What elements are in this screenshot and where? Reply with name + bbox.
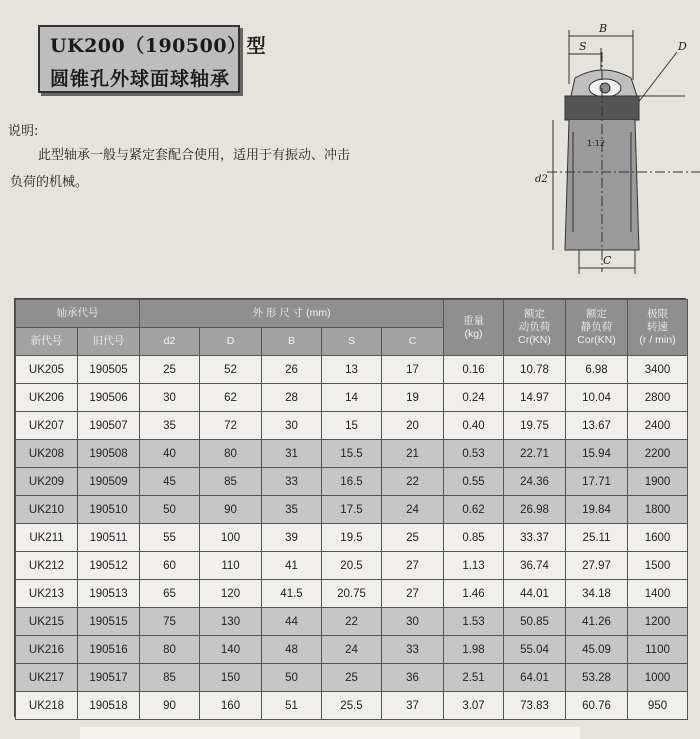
cell-w: 2.51 [444,664,504,692]
cell-w: 0.53 [444,440,504,468]
cell-old: 190506 [78,384,140,412]
cell-B: 41.5 [262,580,322,608]
table-row [16,384,688,412]
cell-new: UK208 [16,440,78,468]
cell-B: 31 [262,440,322,468]
header-weight [444,300,504,356]
table-row [16,664,688,692]
cell-C: 25 [382,524,444,552]
cell-old: 190518 [78,692,140,720]
cell-S: 15.5 [322,440,382,468]
header-new-code: 新代号 [16,328,78,356]
table-body [16,356,688,720]
cell-d2: 80 [140,636,200,664]
cell-B: 39 [262,524,322,552]
table-row [16,440,688,468]
cell-old: 190511 [78,524,140,552]
cell-D: 90 [200,496,262,524]
cell-C: 24 [382,496,444,524]
cell-old: 190513 [78,580,140,608]
cell-n: 1900 [628,468,688,496]
header-dimensions: 外 形 尺 寸 (mm) [140,300,444,328]
cell-n: 1500 [628,552,688,580]
bottom-strip [80,727,580,739]
cell-w: 0.62 [444,496,504,524]
cell-cr: 22.71 [504,440,566,468]
cell-n: 1000 [628,664,688,692]
cell-B: 50 [262,664,322,692]
cell-B: 33 [262,468,322,496]
cell-C: 30 [382,608,444,636]
cell-new: UK205 [16,356,78,384]
cell-cor: 6.98 [566,356,628,384]
cell-cor: 27.97 [566,552,628,580]
header-B: B [262,328,322,356]
description-body: 此型轴承一般与紧定套配合使用，适用于有振动、冲击负荷的机械。 [10,148,351,190]
header-dynamic-load [504,300,566,356]
cell-B: 35 [262,496,322,524]
cell-cor: 60.76 [566,692,628,720]
cell-n: 3400 [628,356,688,384]
cell-d2: 25 [140,356,200,384]
cell-d2: 40 [140,440,200,468]
cell-C: 27 [382,552,444,580]
table-row [16,356,688,384]
title-model: UK200（190500）型 [50,35,267,57]
header-weight-line2: (kg) [464,327,483,340]
cell-old: 190505 [78,356,140,384]
header-d2: d2 [140,328,200,356]
cell-d2: 65 [140,580,200,608]
header-static-load [566,300,628,356]
header-speed-line2: 转速 [647,321,669,333]
cell-cor: 15.94 [566,440,628,468]
cell-D: 52 [200,356,262,384]
table-row [16,468,688,496]
cell-B: 26 [262,356,322,384]
table-row [16,608,688,636]
cell-cor: 41.26 [566,608,628,636]
cell-new: UK206 [16,384,78,412]
cell-cr: 44.01 [504,580,566,608]
cell-C: 33 [382,636,444,664]
bearing-cross-section-diagram [525,22,700,280]
cell-C: 21 [382,440,444,468]
cell-w: 0.16 [444,356,504,384]
diagram-label-S: S [579,40,587,53]
diagram-label-B: B [599,22,608,35]
table-row [16,636,688,664]
diagram-label-taper: 1:12 [587,139,605,148]
table-row [16,496,688,524]
cell-C: 17 [382,356,444,384]
cell-n: 2400 [628,412,688,440]
header-cr-line3: Cr(KN) [518,334,551,346]
cell-d2: 90 [140,692,200,720]
cell-S: 19.5 [322,524,382,552]
header-limit-speed [628,300,688,356]
header-cr-line2: 动负荷 [518,321,551,333]
cell-new: UK217 [16,664,78,692]
header-cor-line1: 额定 [586,308,608,320]
cell-w: 1.13 [444,552,504,580]
cell-B: 44 [262,608,322,636]
bearing-spec-table [14,298,686,717]
cell-n: 1200 [628,608,688,636]
cell-old: 190510 [78,496,140,524]
cell-d2: 60 [140,552,200,580]
cell-n: 1800 [628,496,688,524]
cell-D: 150 [200,664,262,692]
cell-B: 41 [262,552,322,580]
cell-D: 160 [200,692,262,720]
cell-D: 130 [200,608,262,636]
cell-cor: 45.09 [566,636,628,664]
cell-S: 15 [322,412,382,440]
cell-n: 1100 [628,636,688,664]
cell-d2: 35 [140,412,200,440]
cell-old: 190512 [78,552,140,580]
cell-D: 85 [200,468,262,496]
cell-new: UK213 [16,580,78,608]
cell-S: 22 [322,608,382,636]
cell-cr: 33.37 [504,524,566,552]
cell-new: UK211 [16,524,78,552]
cell-w: 3.07 [444,692,504,720]
diagram-label-C: C [603,254,612,267]
cell-B: 51 [262,692,322,720]
header-cor-line3: Cor(KN) [577,334,616,346]
cell-n: 950 [628,692,688,720]
cell-d2: 55 [140,524,200,552]
header-S: S [322,328,382,356]
cell-D: 72 [200,412,262,440]
cell-cor: 25.11 [566,524,628,552]
cell-cr: 64.01 [504,664,566,692]
cell-S: 16.5 [322,468,382,496]
cell-S: 13 [322,356,382,384]
cell-D: 100 [200,524,262,552]
cell-S: 17.5 [322,496,382,524]
cell-old: 190508 [78,440,140,468]
cell-C: 27 [382,580,444,608]
cell-cr: 50.85 [504,608,566,636]
cell-cor: 13.67 [566,412,628,440]
cell-n: 2800 [628,384,688,412]
cell-new: UK209 [16,468,78,496]
cell-C: 20 [382,412,444,440]
title-box [38,25,267,93]
cell-B: 48 [262,636,322,664]
cell-d2: 75 [140,608,200,636]
cell-cor: 19.84 [566,496,628,524]
cell-S: 25 [322,664,382,692]
cell-old: 190516 [78,636,140,664]
cell-C: 36 [382,664,444,692]
cell-C: 22 [382,468,444,496]
cell-cr: 24.36 [504,468,566,496]
cell-old: 190509 [78,468,140,496]
cell-d2: 85 [140,664,200,692]
header-cor-line2: 静负荷 [580,321,613,333]
cell-old: 190507 [78,412,140,440]
cell-old: 190517 [78,664,140,692]
cell-cr: 10.78 [504,356,566,384]
header-weight-line1: 重量 [463,314,485,327]
cell-cor: 10.04 [566,384,628,412]
cell-n: 1600 [628,524,688,552]
header-C: C [382,328,444,356]
diagram-label-D: D [678,40,687,53]
cell-w: 0.40 [444,412,504,440]
cell-C: 37 [382,692,444,720]
cell-cr: 55.04 [504,636,566,664]
cell-n: 1400 [628,580,688,608]
cell-new: UK207 [16,412,78,440]
cell-new: UK216 [16,636,78,664]
header-speed-line3: (r / min) [639,334,676,346]
cell-cor: 17.71 [566,468,628,496]
cell-B: 28 [262,384,322,412]
cell-new: UK210 [16,496,78,524]
cell-S: 20.5 [322,552,382,580]
cell-cr: 36.74 [504,552,566,580]
cell-w: 0.55 [444,468,504,496]
cell-cr: 73.83 [504,692,566,720]
cell-old: 190515 [78,608,140,636]
cell-d2: 50 [140,496,200,524]
cell-S: 14 [322,384,382,412]
cell-new: UK212 [16,552,78,580]
cell-B: 30 [262,412,322,440]
cell-w: 1.46 [444,580,504,608]
cell-n: 2200 [628,440,688,468]
cell-w: 0.85 [444,524,504,552]
table-row [16,412,688,440]
cell-new: UK218 [16,692,78,720]
header-speed-line1: 极限 [647,308,669,320]
cell-S: 20.75 [322,580,382,608]
header-bearing-code: 轴承代号 [16,300,140,328]
cell-cor: 53.28 [566,664,628,692]
title-type: 圆锥孔外球面球轴承 [50,68,231,90]
cell-D: 140 [200,636,262,664]
cell-d2: 45 [140,468,200,496]
header-old-code: 旧代号 [78,328,140,356]
cell-D: 120 [200,580,262,608]
table-row [16,524,688,552]
diagram-label-d2: d2 [535,174,548,185]
table-row [16,552,688,580]
cell-cor: 34.18 [566,580,628,608]
cell-d2: 30 [140,384,200,412]
cell-S: 25.5 [322,692,382,720]
cell-D: 80 [200,440,262,468]
cell-w: 1.53 [444,608,504,636]
table-row [16,692,688,720]
cell-w: 0.24 [444,384,504,412]
cell-S: 24 [322,636,382,664]
header-D: D [200,328,262,356]
table-row [16,580,688,608]
cell-D: 110 [200,552,262,580]
description-heading: 说明: [8,124,39,139]
cell-cr: 26.98 [504,496,566,524]
cell-w: 1.98 [444,636,504,664]
cell-cr: 19.75 [504,412,566,440]
cell-cr: 14.97 [504,384,566,412]
cell-D: 62 [200,384,262,412]
header-cr-line1: 额定 [524,308,546,320]
cell-C: 19 [382,384,444,412]
cell-new: UK215 [16,608,78,636]
